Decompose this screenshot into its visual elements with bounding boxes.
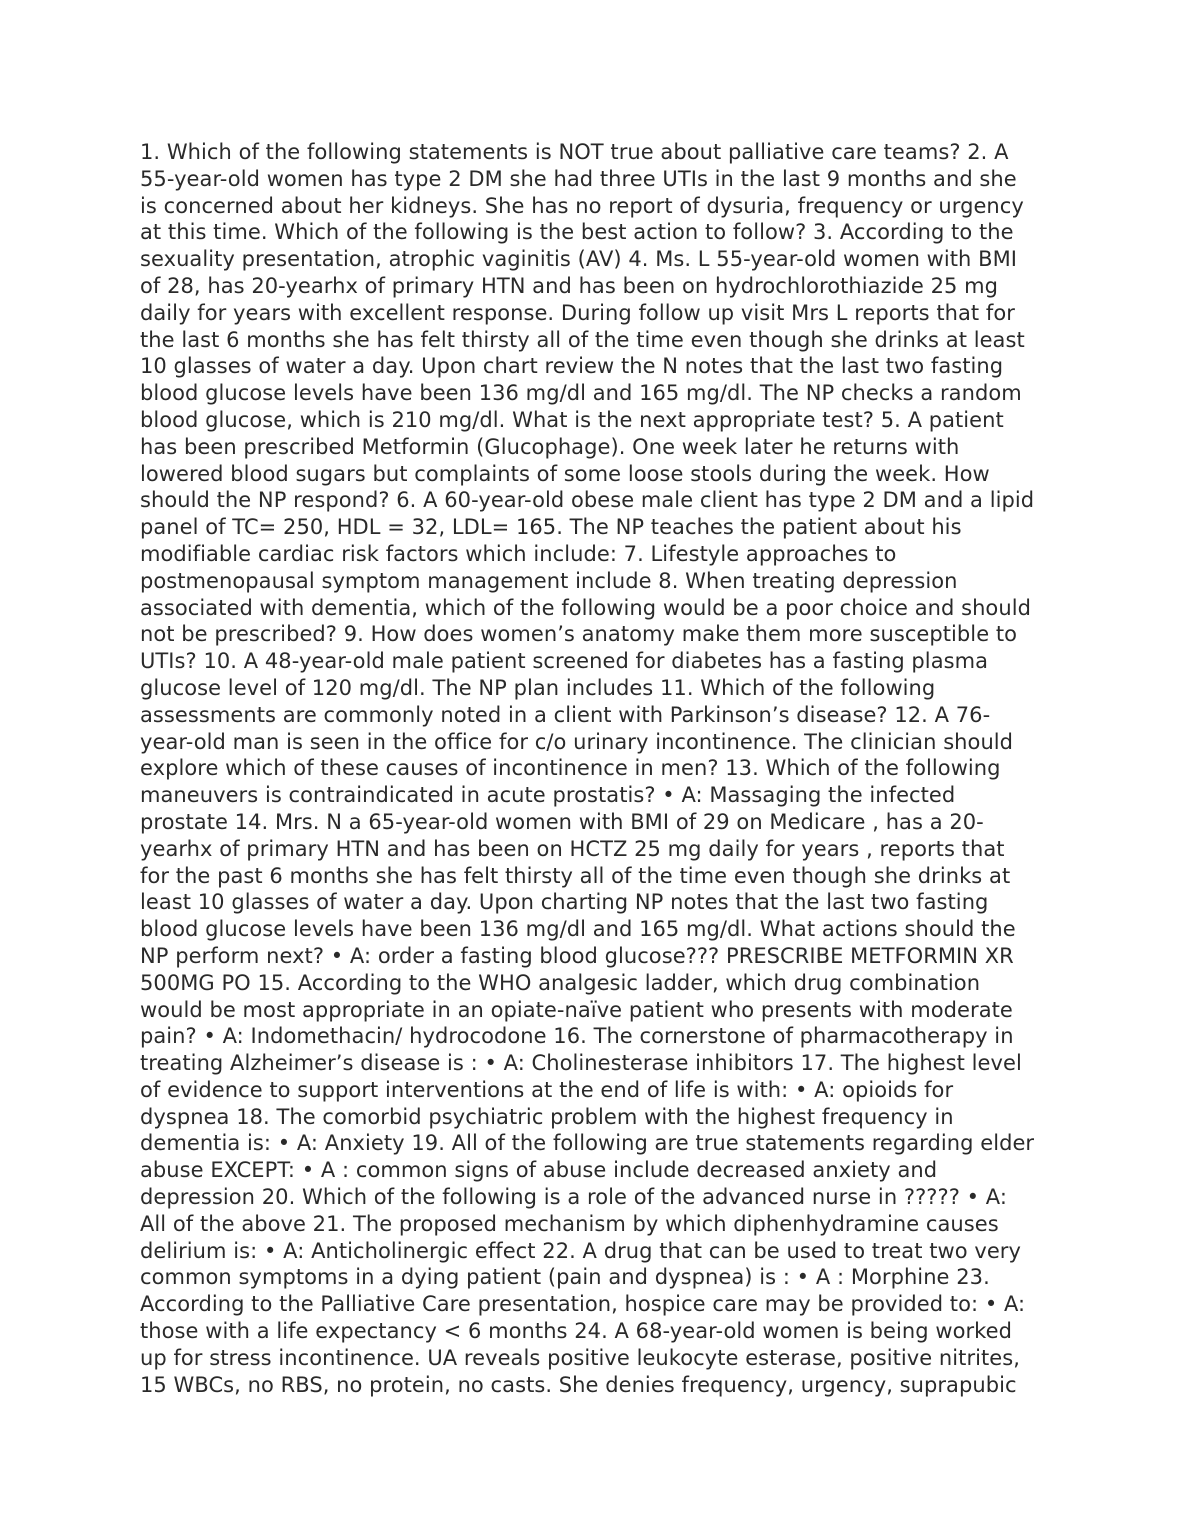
text-line: daily for years with excellent response. During follow up visit Mrs L reports that for (140, 300, 1015, 325)
text-line: sexuality presentation, atrophic vaginitis (AV) 4. Ms. L 55-year-old women with BMI (140, 247, 1018, 272)
text-line: year-old man is seen in the office for c/o urinary incontinence. The clinician should (140, 729, 1014, 754)
text-line: would be most appropriate in an opiate-naïve patient who presents with moderate (140, 997, 1013, 1022)
text-line: of 28, has 20-yearhx of primary HTN and has been on hydrochlorothiazide 25 mg (140, 273, 999, 298)
text-line: assessments are commonly noted in a client with Parkinson’s disease? 12. A 76- (140, 702, 991, 727)
text-line: should the NP respond? 6. A 60-year-old obese male client has type 2 DM and a lipid (140, 488, 1035, 513)
text-line: pain? • A: Indomethacin/ hydrocodone 16. The cornerstone of pharmacotherapy in (140, 1024, 1014, 1049)
text-line: the last 6 months she has felt thirsty all of the time even though she drinks at least (140, 327, 1025, 352)
text-line: UTIs? 10. A 48-year-old male patient screened for diabetes has a fasting plasma (140, 649, 989, 674)
text-line: lowered blood sugars but complaints of some loose stools during the week. How (140, 461, 990, 486)
text-line: not be prescribed? 9. How does women’s anatomy make them more susceptible to (140, 622, 1018, 647)
text-line: panel of TC= 250, HDL = 32, LDL= 165. The NP teaches the patient about his (140, 515, 962, 540)
text-line: postmenopausal symptom management include 8. When treating depression (140, 568, 958, 593)
text-line: least 10 glasses of water a day. Upon charting NP notes that the last two fasting (140, 890, 989, 915)
text-line: 500MG PO 15. According to the WHO analgesic ladder, which drug combination (140, 970, 981, 995)
text-line: blood glucose levels have been 136 mg/dl and 165 mg/dl. What actions should the (140, 917, 1016, 942)
text-line: up for stress incontinence. UA reveals positive leukocyte esterase, positive nitrites, (140, 1345, 1020, 1370)
text-line: dementia is: • A: Anxiety 19. All of the following are true statements regarding elder (140, 1131, 1035, 1156)
text-line: 55-year-old women has type 2 DM she had three UTIs in the last 9 months and she (140, 166, 1017, 191)
text-line: blood glucose levels have been 136 mg/dl and 165 mg/dl. The NP checks a random (140, 381, 1022, 406)
text-line: those with a life expectancy < 6 months 24. A 68-year-old women is being worked (140, 1319, 1012, 1344)
text-line: has been prescribed Metformin (Glucophage). One week later he returns with (140, 434, 960, 459)
body-text (140, 139, 1055, 1398)
text-line: of evidence to support interventions at the end of life is with: • A: opioids for (140, 1077, 954, 1102)
text-line: NP perform next? • A: order a fasting blood glucose??? PRESCRIBE METFORMIN XR (140, 943, 1014, 968)
text-line: abuse EXCEPT: • A : common signs of abuse include decreased anxiety and (140, 1158, 938, 1183)
text-line: explore which of these causes of incontinence in men? 13. Which of the following (140, 756, 1001, 781)
text-line: modifiable cardiac risk factors which include: 7. Lifestyle approaches to (140, 541, 897, 566)
text-line: 10 glasses of water a day. Upon chart review the N notes that the last two fasting (140, 354, 1004, 379)
text-line: 1. Which of the following statements is NOT true about palliative care teams? 2. A (140, 140, 1009, 164)
text-line: According to the Palliative Care presentation, hospice care may be provided to: • A: (140, 1292, 1026, 1317)
text-line: blood glucose, which is 210 mg/dl. What is the next appropriate test? 5. A patient (140, 407, 1004, 432)
text-line: common symptoms in a dying patient (pain and dyspnea) is : • A : Morphine 23. (140, 1265, 990, 1290)
text-line: glucose level of 120 mg/dl. The NP plan includes 11. Which of the following (140, 675, 936, 700)
text-line: yearhx of primary HTN and has been on HCTZ 25 mg daily for years , reports that (140, 836, 1005, 861)
text-line: 15 WBCs, no RBS, no protein, no casts. She denies frequency, urgency, suprapubic (140, 1372, 1017, 1397)
text-line: is concerned about her kidneys. She has no report of dysuria, frequency or urgency (140, 193, 1024, 218)
text-line: maneuvers is contraindicated in acute prostatis? • A: Massaging the infected (140, 783, 956, 808)
text-line: All of the above 21. The proposed mechanism by which diphenhydramine causes (140, 1211, 999, 1236)
text-line: delirium is: • A: Anticholinergic effect 22. A drug that can be used to treat two very (140, 1238, 1021, 1263)
text-line: for the past 6 months she has felt thirsty all of the time even though she drinks at (140, 863, 1011, 888)
text-line: at this time. Which of the following is the best action to follow? 3. According to the (140, 220, 1014, 245)
text-line: dyspnea 18. The comorbid psychiatric problem with the highest frequency in (140, 1104, 954, 1129)
text-line: treating Alzheimer’s disease is : • A: Cholinesterase inhibitors 17. The highest level (140, 1051, 1022, 1076)
text-line: associated with dementia, which of the following would be a poor choice and should (140, 595, 1031, 620)
text-line: depression 20. Which of the following is a role of the advanced nurse in ????? • A: (140, 1185, 1007, 1210)
text-line: prostate 14. Mrs. N a 65-year-old women with BMI of 29 on Medicare , has a 20- (140, 809, 984, 834)
